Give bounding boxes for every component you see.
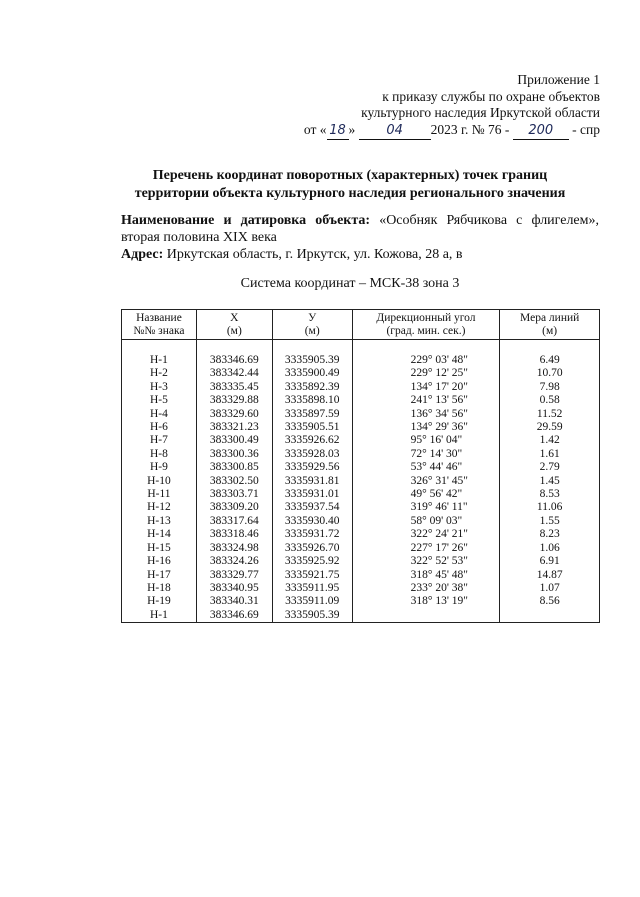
cell-x: 383324.26 [196,555,272,568]
cell-y: 3335926.62 [272,434,352,447]
cell-x: 383300.36 [196,448,272,461]
table-row [122,354,600,367]
cell-angle: 326° 31' 45" [352,475,500,488]
cell-x: 383302.50 [196,475,272,488]
cell-y: 3335898.10 [272,394,352,407]
cell-x: 383340.95 [196,582,272,595]
cell-angle: 49° 56' 42" [352,488,500,501]
cell-length: 1.07 [500,582,600,595]
table-row [122,582,600,595]
order-year-part: 2023 г. № 76 - [430,121,510,137]
header-y: У (м) [272,310,352,340]
object-address-value: Иркутская область, г. Иркутск, ул. Кожова, 28 а, в [166,247,463,262]
object-name-value: «Особняк Рябчикова с флигелем», [379,213,600,228]
cell-angle [352,609,500,623]
cell-point-name: Н-16 [122,555,197,568]
cell-angle: 53° 44' 46" [352,461,500,474]
cell-angle: 322° 52' 53" [352,555,500,568]
cell-point-name: Н-17 [122,569,197,582]
cell-x: 383309.20 [196,501,272,514]
cell-angle: 134° 29' 36" [352,421,500,434]
cell-length: 1.61 [500,448,600,461]
header-point-name: Название №№ знака [122,310,197,340]
document-title [100,167,600,203]
table-row [122,569,600,582]
appendix-block [304,72,600,140]
cell-y: 3335921.75 [272,569,352,582]
cell-length [500,609,600,623]
cell-point-name: Н-3 [122,381,197,394]
cell-point-name: Н-10 [122,475,197,488]
coordinate-system-caption: Система координат – МСК-38 зона 3 [240,276,460,291]
table-row [122,367,600,380]
header-length: Мера линий (м) [500,310,600,340]
cell-point-name: Н-6 [122,421,197,434]
cell-length: 6.49 [500,354,600,367]
table-row [122,448,600,461]
table-row [122,609,600,623]
cell-length: 1.42 [500,434,600,447]
cell-x: 383329.77 [196,569,272,582]
cell-point-name: Н-1 [122,354,197,367]
cell-length: 8.56 [500,595,600,608]
title-line-1: Перечень координат поворотных (характерных) точек границ [152,168,548,183]
cell-angle: 134° 17' 20" [352,381,500,394]
cell-length: 11.06 [500,501,600,514]
cell-point-name: Н-12 [122,501,197,514]
cell-y: 3335892.39 [272,381,352,394]
order-suffix: - спр [572,121,600,137]
cell-length: 1.45 [500,475,600,488]
order-quote-close: » [348,121,356,137]
cell-angle: 322° 24' 21" [352,528,500,541]
cell-y: 3335930.40 [272,515,352,528]
cell-y: 3335925.92 [272,555,352,568]
cell-length: 1.06 [500,542,600,555]
cell-length: 11.52 [500,408,600,421]
cell-y: 3335929.56 [272,461,352,474]
cell-point-name: Н-2 [122,367,197,380]
cell-y: 3335905.39 [272,609,352,623]
object-info [121,212,599,263]
cell-x: 383318.46 [196,528,272,541]
appendix-title: Приложение 1 [517,72,600,87]
cell-point-name: Н-18 [122,582,197,595]
table-row [122,408,600,421]
cell-x: 383346.69 [196,354,272,367]
object-address-line [121,246,599,263]
cell-y: 3335928.03 [272,448,352,461]
table-row [122,475,600,488]
cell-point-name: Н-8 [122,448,197,461]
cell-length: 8.53 [500,488,600,501]
cell-x: 383329.88 [196,394,272,407]
header-angle: Дирекционный угол (град. мин. сек.) [352,310,500,340]
cell-y: 3335931.72 [272,528,352,541]
cell-angle: 319° 46' 11" [352,501,500,514]
cell-y: 3335931.81 [272,475,352,488]
cell-y: 3335911.95 [272,582,352,595]
cell-y: 3335905.39 [272,354,352,367]
cell-angle: 229° 03' 48" [352,354,500,367]
cell-point-name: Н-13 [122,515,197,528]
object-dating: вторая половина XIX века [121,230,277,245]
cell-angle: 227° 17' 26" [352,542,500,555]
table-row [122,501,600,514]
cell-length: 7.98 [500,381,600,394]
header-x: X (м) [196,310,272,340]
order-prefix: от « [303,121,327,137]
table-header-row [122,310,600,340]
object-address-label: Адрес: [121,247,164,262]
cell-point-name: Н-15 [122,542,197,555]
cell-angle: 95° 16' 04" [352,434,500,447]
table-body [122,340,600,623]
cell-x: 383303.71 [196,488,272,501]
table-row [122,528,600,541]
table-row [122,595,600,608]
table-spacer-row [122,340,600,355]
cell-point-name: Н-7 [122,434,197,447]
cell-length: 6.91 [500,555,600,568]
cell-point-name: Н-1 [122,609,197,623]
cell-angle: 58° 09' 03" [352,515,500,528]
title-line-2: территории объекта культурного наследия регионального значения [134,186,566,201]
cell-angle: 72° 14' 30" [352,448,500,461]
table-row [122,394,600,407]
table-row [122,542,600,555]
appendix-agency: культурного наследия Иркутской области [361,105,600,120]
object-name-line [121,212,599,229]
cell-length: 2.79 [500,461,600,474]
table-row [122,381,600,394]
cell-x: 383321.23 [196,421,272,434]
cell-point-name: Н-14 [122,528,197,541]
cell-length: 8.23 [500,528,600,541]
cell-x: 383329.60 [196,408,272,421]
handwritten-order-number: 200 [513,123,569,141]
cell-length: 1.55 [500,515,600,528]
cell-y: 3335905.51 [272,421,352,434]
coordinates-table [121,309,600,623]
cell-x: 383335.45 [196,381,272,394]
cell-y: 3335897.59 [272,408,352,421]
cell-y: 3335926.70 [272,542,352,555]
cell-y: 3335911.09 [272,595,352,608]
appendix-order-date [304,122,600,141]
cell-angle: 318° 45' 48" [352,569,500,582]
cell-x: 383340.31 [196,595,272,608]
table-row [122,488,600,501]
cell-length: 0.58 [500,394,600,407]
handwritten-month: 04 [359,123,431,141]
cell-x: 383300.85 [196,461,272,474]
cell-point-name: Н-5 [122,394,197,407]
cell-angle: 233° 20' 38" [352,582,500,595]
handwritten-day: 18 [327,123,349,141]
cell-length: 10.70 [500,367,600,380]
cell-angle: 229° 12' 25" [352,367,500,380]
table-row [122,515,600,528]
cell-point-name: Н-9 [122,461,197,474]
cell-x: 383346.69 [196,609,272,623]
cell-angle: 241° 13' 56" [352,394,500,407]
object-name-label: Наименование и датировка объекта: [121,213,371,228]
table-row [122,434,600,447]
cell-point-name: Н-4 [122,408,197,421]
appendix-order-ref: к приказу службы по охране объектов [382,88,600,104]
cell-y: 3335900.49 [272,367,352,380]
cell-length: 14.87 [500,569,600,582]
cell-x: 383324.98 [196,542,272,555]
cell-length: 29.59 [500,421,600,434]
cell-angle: 136° 34' 56" [352,408,500,421]
cell-x: 383300.49 [196,434,272,447]
cell-x: 383317.64 [196,515,272,528]
table-row [122,421,600,434]
cell-y: 3335931.01 [272,488,352,501]
cell-angle: 318° 13' 19" [352,595,500,608]
table-row [122,461,600,474]
table-row [122,555,600,568]
cell-x: 383342.44 [196,367,272,380]
cell-point-name: Н-19 [122,595,197,608]
cell-point-name: Н-11 [122,488,197,501]
cell-y: 3335937.54 [272,501,352,514]
